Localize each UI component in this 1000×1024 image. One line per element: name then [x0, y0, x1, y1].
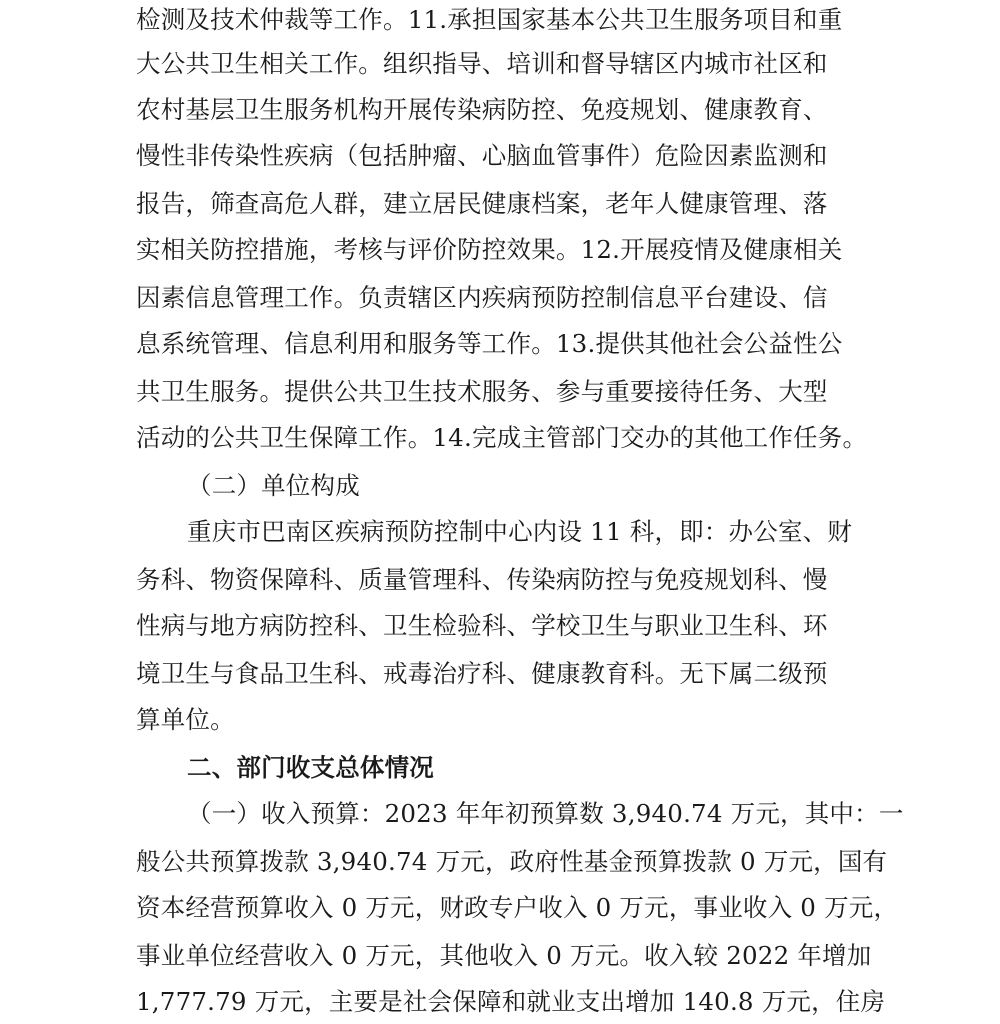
- body-text-line: 资本经营预算收入 0 万元，财政专户收入 0 万元，事业收入 0 万元，: [136, 893, 899, 922]
- body-text-line: 务科、物资保障科、质量管理科、传染病防控与免疫规划科、慢: [136, 565, 828, 594]
- body-text-line: 大公共卫生相关工作。组织指导、培训和督导辖区内城市社区和: [136, 49, 828, 78]
- body-text-line: 共卫生服务。提供公共卫生技术服务、参与重要接待任务、大型: [136, 377, 828, 406]
- body-text-line: 算单位。: [136, 705, 235, 734]
- paragraph-first-line: （一）收入预算：2023 年年初预算数 3,940.74 万元，其中：一: [187, 799, 904, 828]
- body-text-line: 事业单位经营收入 0 万元，其他收入 0 万元。收入较 2022 年增加: [136, 941, 872, 970]
- body-text-line: 性病与地方病防控科、卫生检验科、学校卫生与职业卫生科、环: [136, 611, 828, 640]
- body-text-line: 因素信息管理工作。负责辖区内疾病预防控制信息平台建设、信: [136, 283, 828, 312]
- body-text-line: 般公共预算拨款 3,940.74 万元，政府性基金预算拨款 0 万元，国有: [136, 847, 888, 876]
- body-text-line: 活动的公共卫生保障工作。14.完成主管部门交办的其他工作任务。: [136, 423, 868, 452]
- body-text-line: 慢性非传染性疾病（包括肿瘤、心脑血管事件）危险因素监测和: [136, 141, 828, 170]
- paragraph-first-line: 重庆市巴南区疾病预防控制中心内设 11 科，即：办公室、财: [187, 517, 853, 546]
- body-text-line: 息系统管理、信息利用和服务等工作。13.提供其他社会公益性公: [136, 329, 843, 358]
- body-text-line: 境卫生与食品卫生科、戒毒治疗科、健康教育科。无下属二级预: [136, 659, 828, 688]
- body-text-line: 报告，筛查高危人群，建立居民健康档案，老年人健康管理、落: [136, 189, 828, 218]
- body-text-line: 农村基层卫生服务机构开展传染病防控、免疫规划、健康教育、: [136, 95, 828, 124]
- body-text-line: 1,777.79 万元，主要是社会保障和就业支出增加 140.8 万元，住房: [136, 987, 886, 1016]
- body-text-line: 检测及技术仲裁等工作。11.承担国家基本公共卫生服务项目和重: [136, 5, 843, 34]
- section-heading: 二、部门收支总体情况: [187, 753, 434, 782]
- body-text-line: 实相关防控措施，考核与评价防控效果。12.开展疫情及健康相关: [136, 235, 843, 264]
- section-subheading: （二）单位构成: [187, 471, 360, 500]
